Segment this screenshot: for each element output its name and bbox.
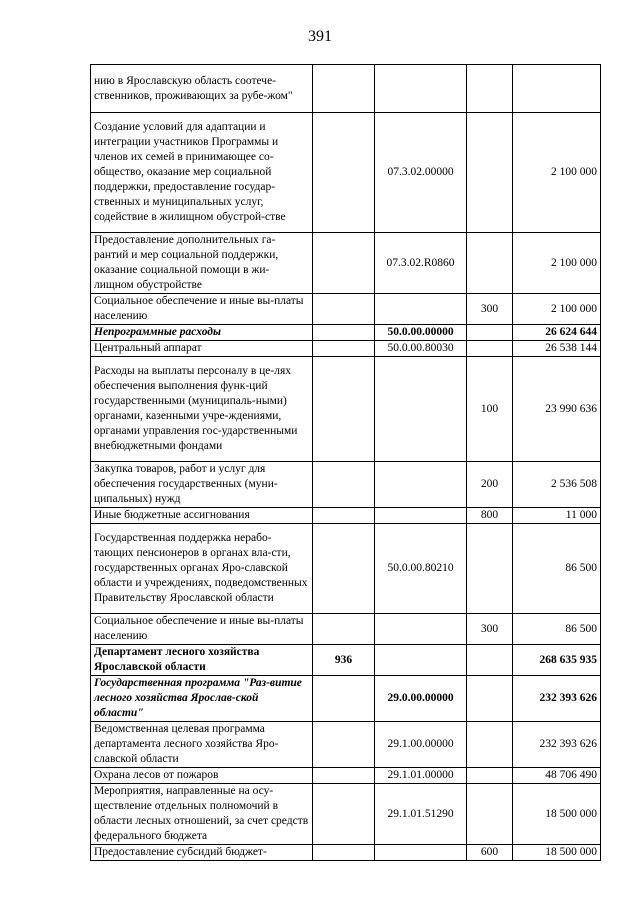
amount: 232 393 626 [513,722,601,768]
table-row [91,65,601,113]
target-article-code: 07.3.02.R0860 [375,233,467,294]
amount: 2 100 000 [513,294,601,325]
expense-type-code [467,341,513,357]
department-code [313,357,375,462]
department-code [313,325,375,341]
target-article-code [375,845,467,861]
target-article-code [375,65,467,113]
table-row [91,645,601,676]
amount: 48 706 490 [513,768,601,784]
target-article-code [375,614,467,645]
expense-type-code [467,722,513,768]
table-row [91,325,601,341]
table-row [91,784,601,845]
expense-type-code [467,676,513,722]
amount: 2 100 000 [513,113,601,233]
department-code [313,784,375,845]
table-row [91,768,601,784]
target-article-code: 07.3.02.00000 [375,113,467,233]
table-row [91,233,601,294]
target-article-code: 29.1.00.00000 [375,722,467,768]
expense-name: нию в Ярославскую область соотече-ственников, проживающих за рубе-жом" [91,65,313,113]
table-row [91,722,601,768]
amount: 26 624 644 [513,325,601,341]
target-article-code: 29.1.01.51290 [375,784,467,845]
amount: 86 500 [513,614,601,645]
department-code [313,845,375,861]
table-row [91,341,601,357]
expense-type-code [467,784,513,845]
expense-name: Государственная программа "Раз-витие лесного хозяйства Ярослав-ской области" [91,676,313,722]
expense-name: Государственная поддержка нерабо-тающих пенсионеров в органах вла-сти, государственных органах Яро-славской области и учреждениях, подведомственных Правительству Ярославской области [91,524,313,614]
department-code [313,462,375,508]
table-row [91,294,601,325]
amount [513,65,601,113]
department-code [313,113,375,233]
expense-name: Центральный аппарат [91,341,313,357]
amount: 268 635 935 [513,645,601,676]
target-article-code [375,645,467,676]
expense-type-code [467,233,513,294]
expense-type-code [467,768,513,784]
department-code [313,524,375,614]
target-article-code [375,294,467,325]
expense-type-code [467,65,513,113]
target-article-code [375,462,467,508]
expense-name: Закупка товаров, работ и услуг для обеспечения государственных (муни-ципальных) нужд [91,462,313,508]
department-code [313,294,375,325]
expense-name: Иные бюджетные ассигнования [91,508,313,524]
amount: 18 500 000 [513,784,601,845]
department-code [313,233,375,294]
expense-name: Ведомственная целевая программа департамента лесного хозяйства Яро-славской области [91,722,313,768]
department-code [313,614,375,645]
expense-name: Социальное обеспечение и иные вы-платы населению [91,614,313,645]
budget-table-body [91,65,601,861]
department-code [313,65,375,113]
target-article-code: 50.0.00.80030 [375,341,467,357]
target-article-code: 29.0.00.00000 [375,676,467,722]
expense-type-code: 200 [467,462,513,508]
department-code [313,768,375,784]
amount: 11 000 [513,508,601,524]
expense-type-code [467,325,513,341]
amount: 26 538 144 [513,341,601,357]
expense-type-code: 800 [467,508,513,524]
expense-type-code: 300 [467,614,513,645]
target-article-code [375,357,467,462]
amount: 2 536 508 [513,462,601,508]
table-row [91,524,601,614]
expense-name: Предоставление субсидий бюджет- [91,845,313,861]
table-row [91,676,601,722]
amount: 2 100 000 [513,233,601,294]
target-article-code: 29.1.01.00000 [375,768,467,784]
expense-name: Расходы на выплаты персоналу в це-лях обеспечения выполнения функ-ций государственными (муниципаль-ными) органами, казенными учре-ждениями, органами управления гос-ударственными внебюджетными фондами [91,357,313,462]
table-row [91,357,601,462]
expense-type-code [467,113,513,233]
expense-name: Мероприятия, направленные на осу-ществление отдельных полномочий в области лесных отношений, за счет средств федерального бюджета [91,784,313,845]
expense-name: Департамент лесного хозяйства Ярославской области [91,645,313,676]
expense-type-code [467,524,513,614]
table-row [91,462,601,508]
expense-type-code: 300 [467,294,513,325]
expense-name: Предоставление дополнительных га-рантий и мер социальной поддержки, оказание социальной помощи в жи-лищном обустройстве [91,233,313,294]
expense-name: Непрограммные расходы [91,325,313,341]
department-code: 936 [313,645,375,676]
department-code [313,722,375,768]
target-article-code: 50.0.00.00000 [375,325,467,341]
amount: 18 500 000 [513,845,601,861]
table-row [91,113,601,233]
table-row [91,845,601,861]
page-number: 391 [308,28,332,45]
department-code [313,676,375,722]
amount: 23 990 636 [513,357,601,462]
target-article-code: 50.0.00.80210 [375,524,467,614]
expense-name: Социальное обеспечение и иные вы-платы населению [91,294,313,325]
table-row [91,614,601,645]
expense-name: Охрана лесов от пожаров [91,768,313,784]
expense-name: Создание условий для адаптации и интеграции участников Программы и членов их семей в принимающее со-общество, оказание мер социальной поддержки, предоставление государ-ственных и муниципальных услуг, содействие в жилищном обустрой-стве [91,113,313,233]
table-row [91,508,601,524]
department-code [313,508,375,524]
amount: 232 393 626 [513,676,601,722]
amount: 86 500 [513,524,601,614]
expense-type-code [467,645,513,676]
department-code [313,341,375,357]
target-article-code [375,508,467,524]
budget-table [90,64,601,861]
expense-type-code: 100 [467,357,513,462]
expense-type-code: 600 [467,845,513,861]
